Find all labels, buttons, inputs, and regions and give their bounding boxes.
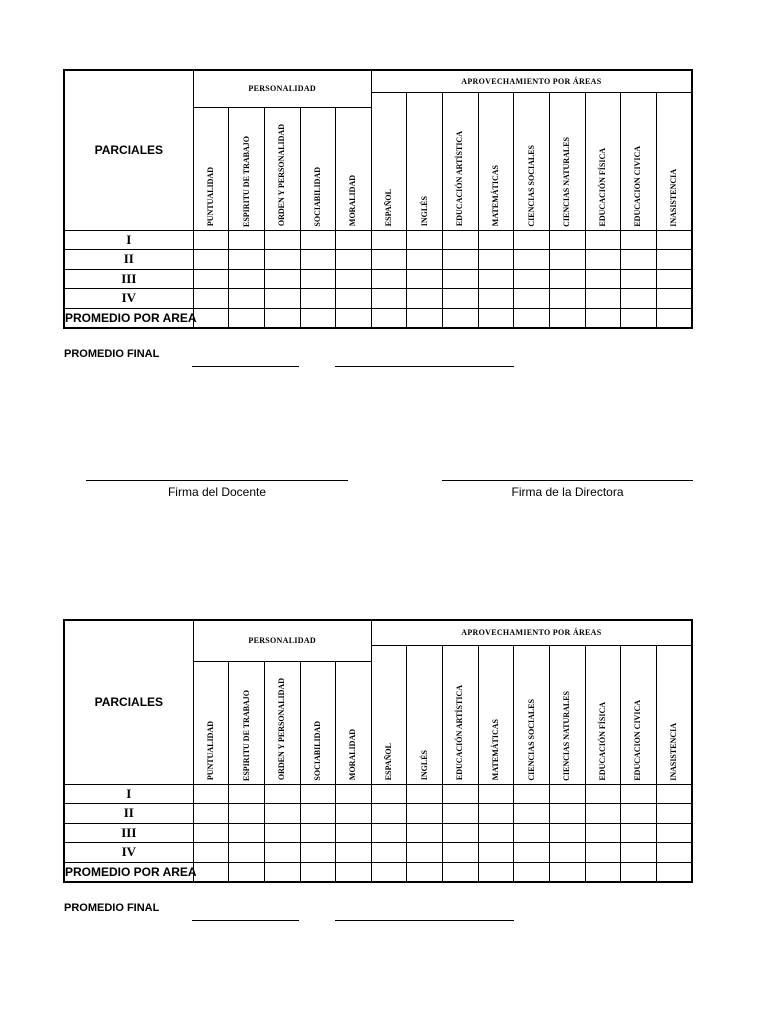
grade-cell[interactable] [549,823,585,843]
grade-cell[interactable] [621,784,657,804]
grade-cell[interactable] [478,823,514,843]
grade-cell[interactable] [407,823,443,843]
grade-cell[interactable] [514,823,550,843]
grade-cell[interactable] [656,269,692,289]
grade-cell[interactable] [549,308,585,328]
table-row [64,823,692,843]
grade-cell[interactable] [336,823,372,843]
grade-cell[interactable] [585,784,621,804]
grade-cell[interactable] [585,823,621,843]
grade-cell[interactable] [443,269,479,289]
grade-cell[interactable] [443,862,479,882]
grade-cell[interactable] [443,843,479,863]
grade-cell[interactable] [371,843,407,863]
grade-cell[interactable] [193,804,229,824]
grade-cell[interactable] [514,862,550,882]
grade-cell[interactable] [193,823,229,843]
personalidad-header-orden: ORDEN Y PERSONALIDAD [264,661,300,784]
grade-cell[interactable] [585,250,621,270]
grade-cell[interactable] [585,289,621,309]
grade-cell[interactable] [656,250,692,270]
grade-cell[interactable] [443,230,479,250]
grade-cell[interactable] [407,843,443,863]
grade-cell[interactable] [656,230,692,250]
grade-cell[interactable] [371,862,407,882]
grade-cell[interactable] [193,862,229,882]
row-label-iv: IV [64,289,193,309]
grade-cell[interactable] [478,784,514,804]
grade-cell[interactable] [229,230,265,250]
grade-cell[interactable] [514,269,550,289]
director-signature-line[interactable] [442,480,693,481]
personalidad-header-moralidad: MORALIDAD [336,661,372,784]
grade-cell[interactable] [656,804,692,824]
grade-cell[interactable] [264,250,300,270]
grade-cell[interactable] [264,843,300,863]
grade-cell[interactable] [407,804,443,824]
area-header-ingles: INGLÉS [407,645,443,784]
grade-cell[interactable] [621,804,657,824]
grade-cell[interactable] [621,230,657,250]
row-label-i: I [64,784,193,804]
grade-cell[interactable] [478,250,514,270]
personalidad-header-puntualidad: PUNTUALIDAD [193,107,229,230]
grade-cell[interactable] [656,308,692,328]
grade-cell[interactable] [264,862,300,882]
grade-cell[interactable] [549,843,585,863]
grade-cell[interactable] [229,804,265,824]
grade-cell[interactable] [193,289,229,309]
grade-cell[interactable] [336,289,372,309]
grade-cell[interactable] [300,804,336,824]
grade-cell[interactable] [478,269,514,289]
row-label-iv: IV [64,843,193,863]
area-header-ciencias-naturales: CIENCIAS NATURALES [549,645,585,784]
personalidad-header-espiritu: ESPIRITU DE TRABAJO [229,107,265,230]
row-label-i: I [64,230,193,250]
row-label-promedio-por-area: PROMEDIO POR AREA [64,862,193,882]
row-label-ii: II [64,804,193,824]
personalidad-header-puntualidad: PUNTUALIDAD [193,661,229,784]
grade-cell[interactable] [514,289,550,309]
grade-cell[interactable] [585,804,621,824]
area-header-espanol: ESPAÑOL [371,92,407,230]
table-row [64,289,692,309]
grade-cell[interactable] [371,784,407,804]
director-signature-label: Firma de la Directora [511,485,624,499]
grade-cell[interactable] [264,230,300,250]
grade-cell[interactable] [371,308,407,328]
grade-cell[interactable] [300,862,336,882]
grade-cell[interactable] [621,308,657,328]
teacher-signature-line[interactable] [86,480,348,481]
grade-cell[interactable] [407,250,443,270]
grade-cell[interactable] [621,823,657,843]
grade-cell[interactable] [549,250,585,270]
final-average-blank-2a[interactable] [192,920,299,921]
grade-cell[interactable] [549,269,585,289]
parciales-header: PARCIALES [64,620,193,784]
grade-cell[interactable] [336,843,372,863]
row-label-promedio-por-area: PROMEDIO POR AREA [64,308,193,328]
grade-cell[interactable] [193,308,229,328]
grade-cell[interactable] [621,269,657,289]
grade-table-1 [63,69,693,329]
area-header-inasistencia: INASISTENCIA [656,645,692,784]
final-average-blank-1b[interactable] [335,366,514,367]
grade-cell[interactable] [514,230,550,250]
grade-cell[interactable] [443,308,479,328]
grade-cell[interactable] [300,784,336,804]
table-row-average [64,862,692,882]
grade-cell[interactable] [300,308,336,328]
grade-cell[interactable] [407,230,443,250]
table-row [64,230,692,250]
personalidad-header-espiritu: ESPIRITU DE TRABAJO [229,661,265,784]
area-header-inasistencia: INASISTENCIA [656,92,692,230]
grade-cell[interactable] [407,269,443,289]
grade-cell[interactable] [549,804,585,824]
area-header-ciencias-sociales: CIENCIAS SOCIALES [514,645,550,784]
grade-cell[interactable] [371,804,407,824]
grade-cell[interactable] [229,784,265,804]
grade-cell[interactable] [407,289,443,309]
grade-cell[interactable] [300,823,336,843]
teacher-signature-label: Firma del Docente [167,485,267,499]
area-header-educacion-fisica: EDUCACIÓN FÍSICA [585,92,621,230]
grade-cell[interactable] [229,843,265,863]
personalidad-header: PERSONALIDAD [193,620,371,661]
final-average-blank-2b[interactable] [335,920,514,921]
grade-cell[interactable] [514,843,550,863]
grade-cell[interactable] [549,289,585,309]
grade-cell[interactable] [478,230,514,250]
area-header-matematicas: MATEMÁTICAS [478,92,514,230]
area-header-ciencias-naturales: CIENCIAS NATURALES [549,92,585,230]
grade-cell[interactable] [549,862,585,882]
grade-cell[interactable] [514,804,550,824]
grade-cell[interactable] [300,843,336,863]
final-average-blank-1a[interactable] [192,366,299,367]
grade-cell[interactable] [585,269,621,289]
final-average-label-2: PROMEDIO FINAL [64,902,160,914]
area-header-educacion-artistica: EDUCACIÓN ARTÍSTICA [443,92,479,230]
area-header-educacion-civica: EDUCACION CIVICA [621,645,657,784]
grade-cell[interactable] [193,784,229,804]
aprovechamiento-header: APROVECHAMIENTO POR ÁREAS [371,620,692,645]
area-header-matematicas: MATEMÁTICAS [478,645,514,784]
grade-cell[interactable] [336,269,372,289]
grade-cell[interactable] [193,843,229,863]
grade-cell[interactable] [478,843,514,863]
grade-cell[interactable] [229,269,265,289]
grade-cell[interactable] [229,289,265,309]
table-row [64,843,692,863]
grade-cell[interactable] [229,823,265,843]
grade-cell[interactable] [300,230,336,250]
grade-cell[interactable] [371,230,407,250]
grade-cell[interactable] [656,862,692,882]
grade-cell[interactable] [478,804,514,824]
grade-cell[interactable] [300,250,336,270]
grade-cell[interactable] [621,289,657,309]
grade-cell[interactable] [336,250,372,270]
area-header-educacion-fisica: EDUCACIÓN FÍSICA [585,645,621,784]
grade-cell[interactable] [656,784,692,804]
grade-cell[interactable] [371,250,407,270]
grade-cell[interactable] [443,823,479,843]
grade-cell[interactable] [407,308,443,328]
grade-cell[interactable] [264,823,300,843]
grade-cell[interactable] [264,308,300,328]
grade-cell[interactable] [585,862,621,882]
grade-cell[interactable] [514,784,550,804]
row-label-iii: III [64,823,193,843]
personalidad-header-moralidad: MORALIDAD [336,107,372,230]
grade-cell[interactable] [371,289,407,309]
grade-cell[interactable] [443,250,479,270]
personalidad-header-sociabilidad: SOCIABILIDAD [300,107,336,230]
grade-cell[interactable] [443,784,479,804]
grade-cell[interactable] [585,230,621,250]
grade-cell[interactable] [336,308,372,328]
grade-cell[interactable] [300,289,336,309]
grade-cell[interactable] [193,230,229,250]
grade-cell[interactable] [407,784,443,804]
grade-cell[interactable] [193,269,229,289]
grade-cell[interactable] [336,804,372,824]
grade-cell[interactable] [656,823,692,843]
personalidad-header-sociabilidad: SOCIABILIDAD [300,661,336,784]
grade-cell[interactable] [300,269,336,289]
grade-cell[interactable] [264,804,300,824]
grade-cell[interactable] [193,250,229,270]
grade-cell[interactable] [656,289,692,309]
grade-cell[interactable] [371,269,407,289]
aprovechamiento-header: APROVECHAMIENTO POR ÁREAS [371,70,692,92]
row-label-ii: II [64,250,193,270]
grade-cell[interactable] [443,289,479,309]
grade-cell[interactable] [371,823,407,843]
grade-cell[interactable] [478,308,514,328]
grade-cell[interactable] [336,230,372,250]
area-header-educacion-civica: EDUCACION CIVICA [621,92,657,230]
final-average-label-1: PROMEDIO FINAL [64,348,160,360]
grade-cell[interactable] [621,250,657,270]
grade-cell[interactable] [264,289,300,309]
grade-cell[interactable] [229,862,265,882]
personalidad-header: PERSONALIDAD [193,70,371,107]
grade-cell[interactable] [621,862,657,882]
grade-cell[interactable] [478,862,514,882]
grade-cell[interactable] [264,269,300,289]
area-header-ingles: INGLÉS [407,92,443,230]
personalidad-header-orden: ORDEN Y PERSONALIDAD [264,107,300,230]
grade-cell[interactable] [264,784,300,804]
grade-cell[interactable] [443,804,479,824]
row-label-iii: III [64,269,193,289]
table-row [64,269,692,289]
grade-cell[interactable] [549,230,585,250]
table-row [64,804,692,824]
grade-cell[interactable] [656,843,692,863]
area-header-educacion-artistica: EDUCACIÓN ARTÍSTICA [443,645,479,784]
grade-cell[interactable] [229,308,265,328]
grade-cell[interactable] [514,308,550,328]
grade-cell[interactable] [336,784,372,804]
table-row [64,784,692,804]
grade-cell[interactable] [229,250,265,270]
table-row [64,250,692,270]
grade-cell[interactable] [407,862,443,882]
area-header-espanol: ESPAÑOL [371,645,407,784]
grade-cell[interactable] [621,843,657,863]
grade-cell[interactable] [585,308,621,328]
grade-cell[interactable] [478,289,514,309]
grade-cell[interactable] [585,843,621,863]
grade-cell[interactable] [336,862,372,882]
grade-cell[interactable] [514,250,550,270]
grade-cell[interactable] [549,784,585,804]
table-row-average [64,308,692,328]
area-header-ciencias-sociales: CIENCIAS SOCIALES [514,92,550,230]
grade-table-2 [63,619,693,883]
parciales-header: PARCIALES [64,70,193,230]
